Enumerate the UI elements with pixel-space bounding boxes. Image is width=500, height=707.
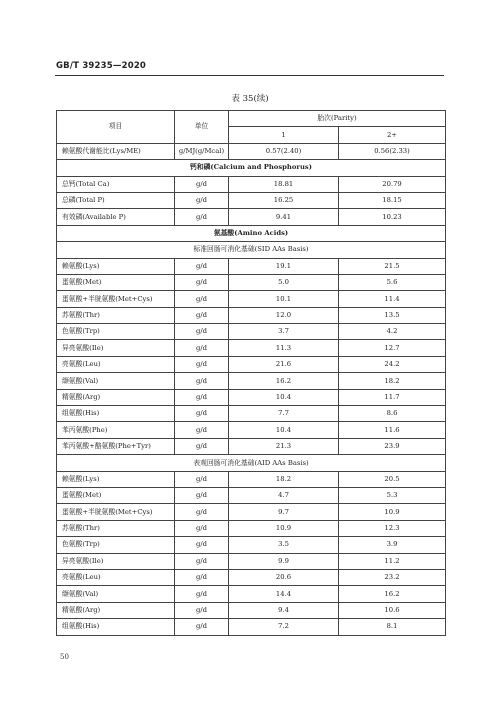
table-title: 表 35(续): [231, 94, 269, 104]
table-row: [57, 307, 446, 323]
row-unit: g/d: [175, 422, 229, 438]
table-row: [57, 192, 446, 208]
table-row: [57, 356, 446, 372]
row-parity-2: 5.3: [339, 487, 446, 503]
row-item: 色氨酸(Trp): [57, 324, 175, 340]
row-parity-1: 21.3: [229, 438, 339, 454]
row-unit: g/d: [175, 176, 229, 192]
row-parity-1: 3.7: [229, 324, 339, 340]
row-item: 缬氨酸(Val): [57, 586, 175, 602]
row-parity-1: 9.9: [229, 553, 339, 569]
row-parity-1: 9.4: [229, 602, 339, 618]
table-row: [57, 471, 446, 487]
row-unit: g/d: [175, 258, 229, 274]
row-parity-2: 23.2: [339, 569, 446, 585]
row-parity-1: 20.6: [229, 569, 339, 585]
header-unit: 单位: [175, 111, 229, 144]
row-unit: g/d: [175, 192, 229, 208]
row-unit: g/d: [175, 569, 229, 585]
row-parity-1: 16.2: [229, 373, 339, 389]
row-parity-2: 12.7: [339, 340, 446, 356]
table-row: [57, 504, 446, 520]
row-unit: g/d: [175, 340, 229, 356]
row-parity-1: 10.9: [229, 520, 339, 536]
table-row: [57, 291, 446, 307]
row-parity-2: 3.9: [339, 537, 446, 553]
row-item: 苏氨酸(Thr): [57, 520, 175, 536]
header-rule: [55, 75, 444, 76]
row-parity-2: 21.5: [339, 258, 446, 274]
row-item: 苏氨酸(Thr): [57, 307, 175, 323]
row-parity-2: 20.5: [339, 471, 446, 487]
row-item: 组氨酸(His): [57, 406, 175, 422]
page-number: 50: [60, 653, 69, 661]
row-parity-2: 0.56(2.33): [339, 143, 446, 159]
table-row: [57, 373, 446, 389]
row-unit: g/d: [175, 438, 229, 454]
row-parity-1: 14.4: [229, 586, 339, 602]
row-parity-2: 11.4: [339, 291, 446, 307]
row-parity-1: 10.4: [229, 389, 339, 405]
table-row: [57, 406, 446, 422]
section-row: [57, 225, 446, 241]
table-row: [57, 586, 446, 602]
table-row: [57, 569, 446, 585]
row-item: 异亮氨酸(Ile): [57, 340, 175, 356]
table-row: [57, 537, 446, 553]
row-parity-1: 16.25: [229, 192, 339, 208]
row-unit: g/d: [175, 307, 229, 323]
row-item: 赖氨酸代谢能比(Lys/ME): [57, 143, 175, 159]
row-parity-2: 10.6: [339, 602, 446, 618]
row-item: 亮氨酸(Leu): [57, 356, 175, 372]
row-item: 蛋氨酸(Met): [57, 487, 175, 503]
table-header-row: [57, 111, 446, 127]
row-item: 总钙(Total Ca): [57, 176, 175, 192]
row-parity-1: 10.1: [229, 291, 339, 307]
table-row: [57, 520, 446, 536]
row-parity-2: 16.2: [339, 586, 446, 602]
row-item: 蛋氨酸(Met): [57, 274, 175, 290]
section-row: [57, 160, 446, 176]
table-row: [57, 438, 446, 454]
table-row: [57, 258, 446, 274]
row-item: 有效磷(Available P): [57, 209, 175, 225]
row-unit: g/d: [175, 586, 229, 602]
row-parity-1: 11.3: [229, 340, 339, 356]
row-unit: g/d: [175, 520, 229, 536]
row-parity-1: 18.2: [229, 471, 339, 487]
row-parity-2: 5.6: [339, 274, 446, 290]
row-item: 异亮氨酸(Ile): [57, 553, 175, 569]
row-unit: g/d: [175, 504, 229, 520]
row-unit: g/d: [175, 389, 229, 405]
row-item: 精氨酸(Arg): [57, 389, 175, 405]
row-parity-2: 11.7: [339, 389, 446, 405]
row-unit: g/d: [175, 537, 229, 553]
row-unit: g/d: [175, 356, 229, 372]
row-parity-2: 20.79: [339, 176, 446, 192]
row-parity-1: 19.1: [229, 258, 339, 274]
row-parity-1: 7.7: [229, 406, 339, 422]
row-parity-2: 24.2: [339, 356, 446, 372]
subsection-row: [57, 242, 446, 258]
row-parity-1: 18.81: [229, 176, 339, 192]
row-parity-1: 12.0: [229, 307, 339, 323]
row-unit: g/d: [175, 553, 229, 569]
row-item: 赖氨酸(Lys): [57, 258, 175, 274]
row-parity-1: 3.5: [229, 537, 339, 553]
row-unit: g/d: [175, 406, 229, 422]
row-parity-1: 4.7: [229, 487, 339, 503]
table-row: [57, 324, 446, 340]
row-unit: g/d: [175, 619, 229, 635]
table-row: [57, 602, 446, 618]
header-parity-2: 2+: [339, 127, 446, 143]
row-parity-2: 10.9: [339, 504, 446, 520]
row-item: 色氨酸(Trp): [57, 537, 175, 553]
row-parity-2: 11.6: [339, 422, 446, 438]
row-item: 精氨酸(Arg): [57, 602, 175, 618]
row-unit: g/d: [175, 324, 229, 340]
nutrient-table: [56, 110, 446, 636]
row-item: 蛋氨酸+半胱氨酸(Met+Cys): [57, 291, 175, 307]
row-item: 苯丙氨酸+酪氨酸(Phe+Tyr): [57, 438, 175, 454]
table-row: [57, 389, 446, 405]
table-row: [57, 619, 446, 635]
row-item: 亮氨酸(Leu): [57, 569, 175, 585]
row-unit: g/d: [175, 487, 229, 503]
row-unit: g/d: [175, 602, 229, 618]
table-row: [57, 487, 446, 503]
table-row: [57, 422, 446, 438]
row-parity-2: 12.3: [339, 520, 446, 536]
row-parity-2: 8.1: [339, 619, 446, 635]
row-unit: g/d: [175, 291, 229, 307]
row-parity-2: 4.2: [339, 324, 446, 340]
row-parity-2: 11.2: [339, 553, 446, 569]
section-calcium-phosphorus: 钙和磷(Calcium and Phosphorus): [57, 160, 446, 176]
row-parity-2: 8.6: [339, 406, 446, 422]
subsection-sid: 标准回肠可消化基础(SID AAs Basis): [57, 242, 446, 258]
row-parity-2: 10.23: [339, 209, 446, 225]
row-item: 蛋氨酸+半胱氨酸(Met+Cys): [57, 504, 175, 520]
row-unit: g/d: [175, 274, 229, 290]
table-row: [57, 209, 446, 225]
header-parity: 胎次(Parity): [229, 111, 446, 127]
row-parity-1: 0.57(2.40): [229, 143, 339, 159]
table-row: [57, 553, 446, 569]
subsection-aid: 表观回肠可消化基础(AID AAs Basis): [57, 455, 446, 471]
row-unit: g/d: [175, 373, 229, 389]
row-parity-2: 18.2: [339, 373, 446, 389]
row-parity-2: 13.5: [339, 307, 446, 323]
row-parity-1: 7.2: [229, 619, 339, 635]
row-parity-1: 21.6: [229, 356, 339, 372]
row-parity-1: 10.4: [229, 422, 339, 438]
row-item: 组氨酸(His): [57, 619, 175, 635]
row-parity-1: 9.7: [229, 504, 339, 520]
row-parity-2: 18.15: [339, 192, 446, 208]
subsection-row: [57, 455, 446, 471]
row-unit: g/d: [175, 471, 229, 487]
row-parity-1: 9.41: [229, 209, 339, 225]
standard-code: GB/T 39235—2020: [56, 61, 147, 71]
row-parity-1: 5.0: [229, 274, 339, 290]
row-item: 苯丙氨酸(Phe): [57, 422, 175, 438]
row-parity-2: 23.9: [339, 438, 446, 454]
row-item: 缬氨酸(Val): [57, 373, 175, 389]
table-row: [57, 274, 446, 290]
section-amino-acids: 氨基酸(Amino Acids): [57, 225, 446, 241]
table-row: [57, 176, 446, 192]
row-item: 总磷(Total P): [57, 192, 175, 208]
row-unit: g/d: [175, 209, 229, 225]
row-unit: g/MJ(g/Mcal): [175, 143, 229, 159]
header-parity-1: 1: [229, 127, 339, 143]
header-item: 项目: [57, 111, 175, 144]
table-row: [57, 340, 446, 356]
row-item: 赖氨酸(Lys): [57, 471, 175, 487]
table-row: [57, 143, 446, 159]
